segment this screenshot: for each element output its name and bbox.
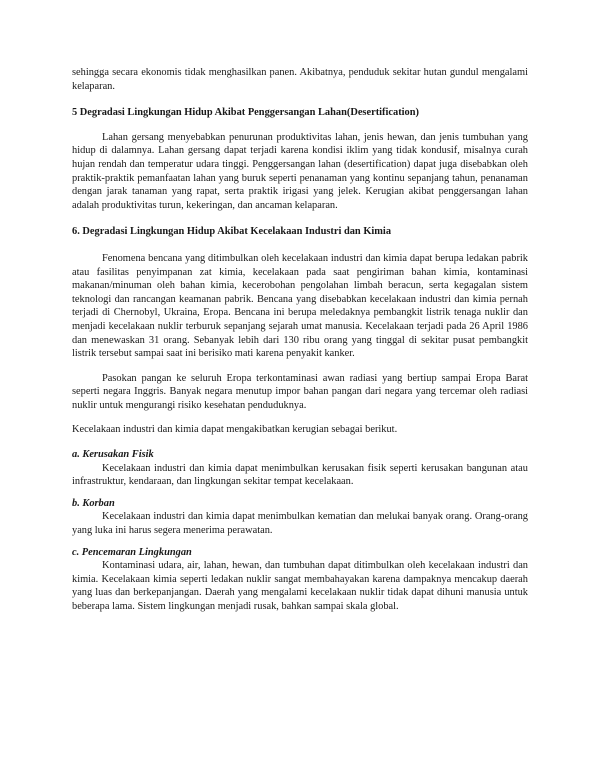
intro-paragraph: sehingga secara ekonomis tidak menghasilkan panen. Akibatnya, penduduk sekitar hutan gundul mengalami kelaparan.: [72, 67, 528, 92]
subsection-c-paragraph: Kontaminasi udara, air, lahan, hewan, dan tumbuhan dapat ditimbulkan oleh kecelakaan industri dan kimia. Kecelakaan kimia seperti ledakan nuklir sangat membahayakan karena dampaknya mencakup daerah yang luas dan berkepanjangan. Daerah yang mengalami kecelakaan nuklir tidak dapat dihuni manusia untuk beberapa lama. Sistem lingkungan menjadi rusak, bahkan sampai skala global.: [72, 560, 528, 612]
subsection-c-heading: c. Pencemaran Lingkungan: [72, 546, 192, 558]
subsection-b-paragraph: Kecelakaan industri dan kimia dapat menimbulkan kematian dan melukai banyak orang. Orang-orang yang luka ini harus segera menerima perawatan.: [72, 511, 528, 537]
section-6-paragraph-1: Fenomena bencana yang ditimbulkan oleh kecelakaan industri dan kimia dapat berupa ledakan pabrik atau fasilitas penyimpanan zat kimia, kecelakaan pada saat pengiriman bahan kimia, kontaminasi makanan/minuman oleh bahan kimia, kecerobohan pengolahan limbah beracun, serta kegagalan sistem teknologi dan rancangan keamanan pabrik. Bencana yang disebabkan kecelakaan industri dan kimia pernah terjadi di Chernobyl, Ukraina, Eropa. Bencana ini berupa meledaknya pembangkit listrik tenaga nuklir dan menjadi kecelakaan nuklir terburuk sepanjang sejarah umat manusia. Kecelakaan terjadi pada 26 April 1986 dan menewaskan 31 orang. Sebanyak lebih dari 130 ribu orang yang tinggal di sekitar pusat pembangkit listrik tersebut sampai saat ini berisiko mati karena penyakit kanker.: [72, 252, 528, 360]
section-6-paragraph-3: Kecelakaan industri dan kimia dapat mengakibatkan kerugian sebagai berikut.: [72, 424, 398, 436]
subsection-b-heading: b. Korban: [72, 497, 115, 509]
subsection-a-heading: a. Kerusakan Fisik: [72, 449, 154, 461]
section-6-paragraph-2: Pasokan pangan ke seluruh Eropa terkontaminasi awan radiasi yang bertiup sampai Eropa Barat seperti negara Inggris. Banyak negara menutup impor bahan pangan dari negara yang tercemar oleh radiasi nuklir untuk mengurangi risiko kesehatan penduduknya.: [72, 372, 528, 411]
section-5-paragraph: Lahan gersang menyebabkan penurunan produktivitas lahan, jenis hewan, dan jenis tumbuhan yang hidup di dalamnya. Lahan gersang dapat terjadi karena kondisi iklim yang tidak kondusif, misalnya curah hujan rendah dan temperatur udara tinggi. Penggersangan lahan (desertification) dapat juga disebabkan oleh praktik-praktik pemanfaatan lahan yang buruk seperti penanaman yang kontinu sepanjang tahun, penanaman dengan jarak tanaman yang rapat, serta praktik irigasi yang jelek. Kerugian akibat penggersangan lahan adalah produktivitas turun, kekeringan, dan ancaman kelaparan.: [72, 131, 528, 211]
subsection-a-paragraph: Kecelakaan industri dan kimia dapat menimbulkan kerusakan fisik seperti kerusakan bangunan atau infrastruktur, kendaraan, dan lingkungan sekitar tempat kecelakaan.: [72, 462, 528, 488]
section-5-heading: 5 Degradasi Lingkungan Hidup Akibat Penggersangan Lahan(Desertification): [72, 107, 419, 119]
section-6-heading: 6. Degradasi Lingkungan Hidup Akibat Kecelakaan Industri dan Kimia: [72, 226, 392, 238]
